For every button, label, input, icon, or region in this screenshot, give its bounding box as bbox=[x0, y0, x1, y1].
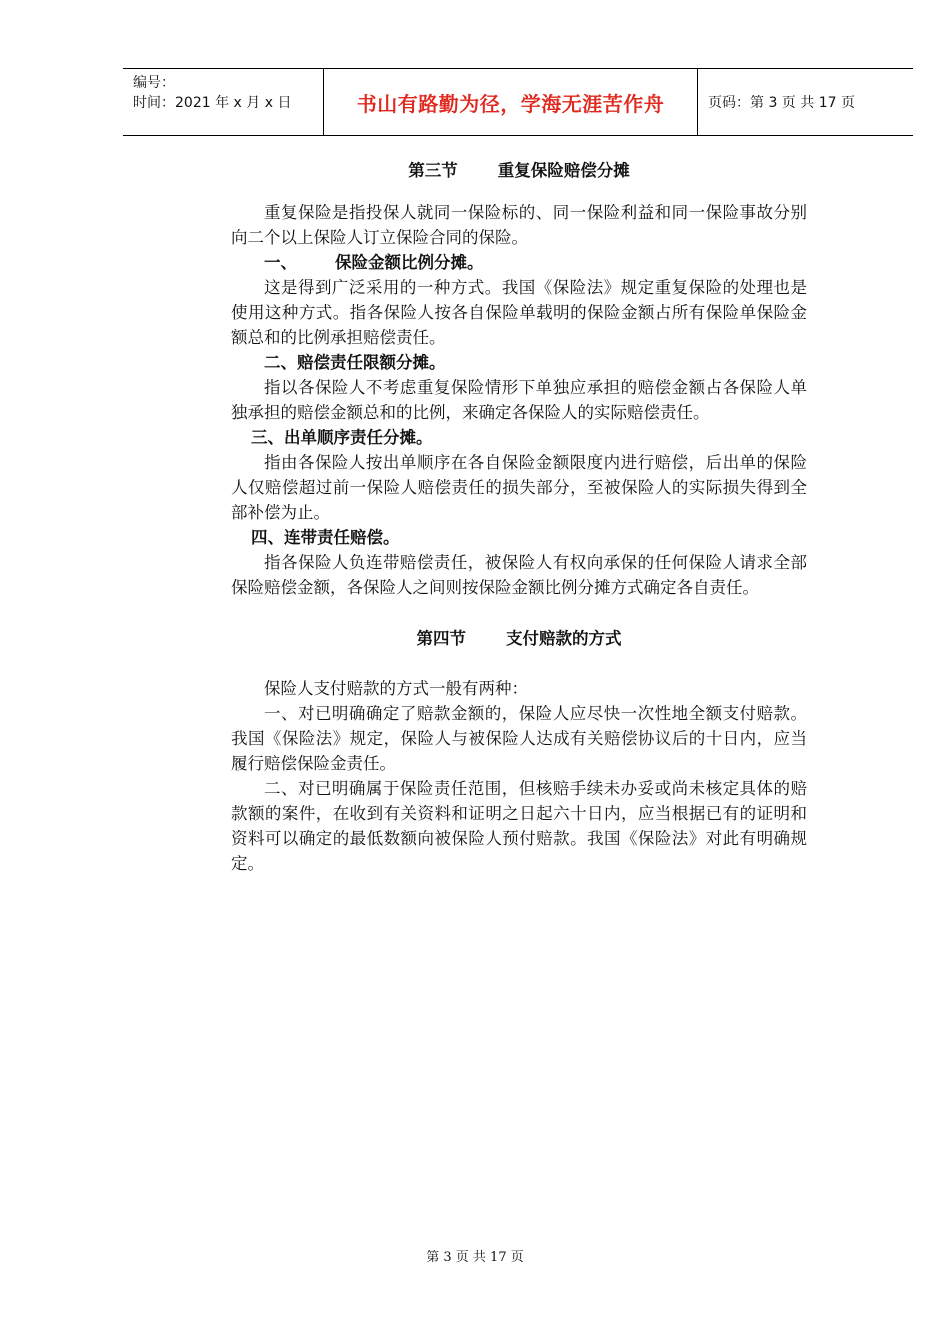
section-4-intro: 保险人支付赔款的方式一般有两种： bbox=[264, 679, 528, 698]
item-3-body: 指由各保险人按出单顺序在各自保险金额限度内进行赔偿，后出单的保险人仅赔偿超过前一保险人赔偿责任的损失部分，至被保险人的实际损失得到全部补偿为止。 bbox=[231, 453, 807, 522]
section-4-paragraph-1: 一、对已明确确定了赔款金额的，保险人应尽快一次性地全额支付赔款。我国《保险法》规定，保险人与被保险人达成有关赔偿协议后的十日内，应当履行赔偿保险金责任。 bbox=[231, 704, 807, 773]
item-2-body: 指以各保险人不考虑重复保险情形下单独应承担的赔偿金额占各保险人单独承担的赔偿金额总和的比例，来确定各保险人的实际赔偿责任。 bbox=[231, 378, 807, 422]
section-3-text: 重复保险赔偿分摊 bbox=[497, 161, 630, 180]
item-1-title: 保险金额比例分摊。 bbox=[335, 253, 484, 272]
item-1-heading bbox=[231, 250, 807, 275]
item-1-number: 一、 bbox=[264, 253, 297, 272]
item-4-heading: 四、连带责任赔偿。 bbox=[251, 528, 400, 547]
item-1-body: 这是得到广泛采用的一种方式。我国《保险法》规定重复保险的处理也是使用这种方式。指各保险人按各自保险单载明的保险金额占所有保险单保险金额总和的比例承担赔偿责任。 bbox=[231, 278, 807, 347]
header-motto: 书山有路勤为径，学海无涯苦作舟 bbox=[324, 69, 698, 135]
section-4-title bbox=[231, 626, 807, 651]
header-left-cell bbox=[123, 69, 324, 135]
section-3-title bbox=[231, 158, 807, 183]
section-4-number: 第四节 bbox=[416, 629, 466, 648]
section-4-paragraph-2: 二、对已明确属于保险责任范围，但核赔手续未办妥或尚未核定具体的赔款额的案件，在收到有关资料和证明之日起六十日内，应当根据已有的证明和资料可以确定的最低数额向被保险人预付赔款。我国《保险法》对此有明确规定。 bbox=[231, 779, 807, 873]
time-label: 时间：2021 年 x 月 x 日 bbox=[133, 95, 292, 111]
page-footer: 第 3 页 共 17 页 bbox=[426, 1250, 524, 1265]
item-3-heading: 三、出单顺序责任分摊。 bbox=[251, 428, 433, 447]
item-2-heading: 二、赔偿责任限额分摊。 bbox=[264, 353, 446, 372]
header-page-label: 页码：第 3 页 共 17 页 bbox=[708, 95, 855, 111]
section-4-text: 支付赔款的方式 bbox=[506, 629, 622, 648]
section-3-intro: 重复保险是指投保人就同一保险标的、同一保险利益和同一保险事故分别向二个以上保险人订立保险合同的保险。 bbox=[231, 203, 807, 247]
document-body bbox=[231, 150, 807, 876]
item-4-body: 指各保险人负连带赔偿责任，被保险人有权向承保的任何保险人请求全部保险赔偿金额，各保险人之间则按保险金额比例分摊方式确定各自责任。 bbox=[231, 553, 807, 597]
section-3-number: 第三节 bbox=[408, 161, 458, 180]
page-header bbox=[123, 68, 913, 136]
number-label: 编号： bbox=[133, 75, 175, 91]
